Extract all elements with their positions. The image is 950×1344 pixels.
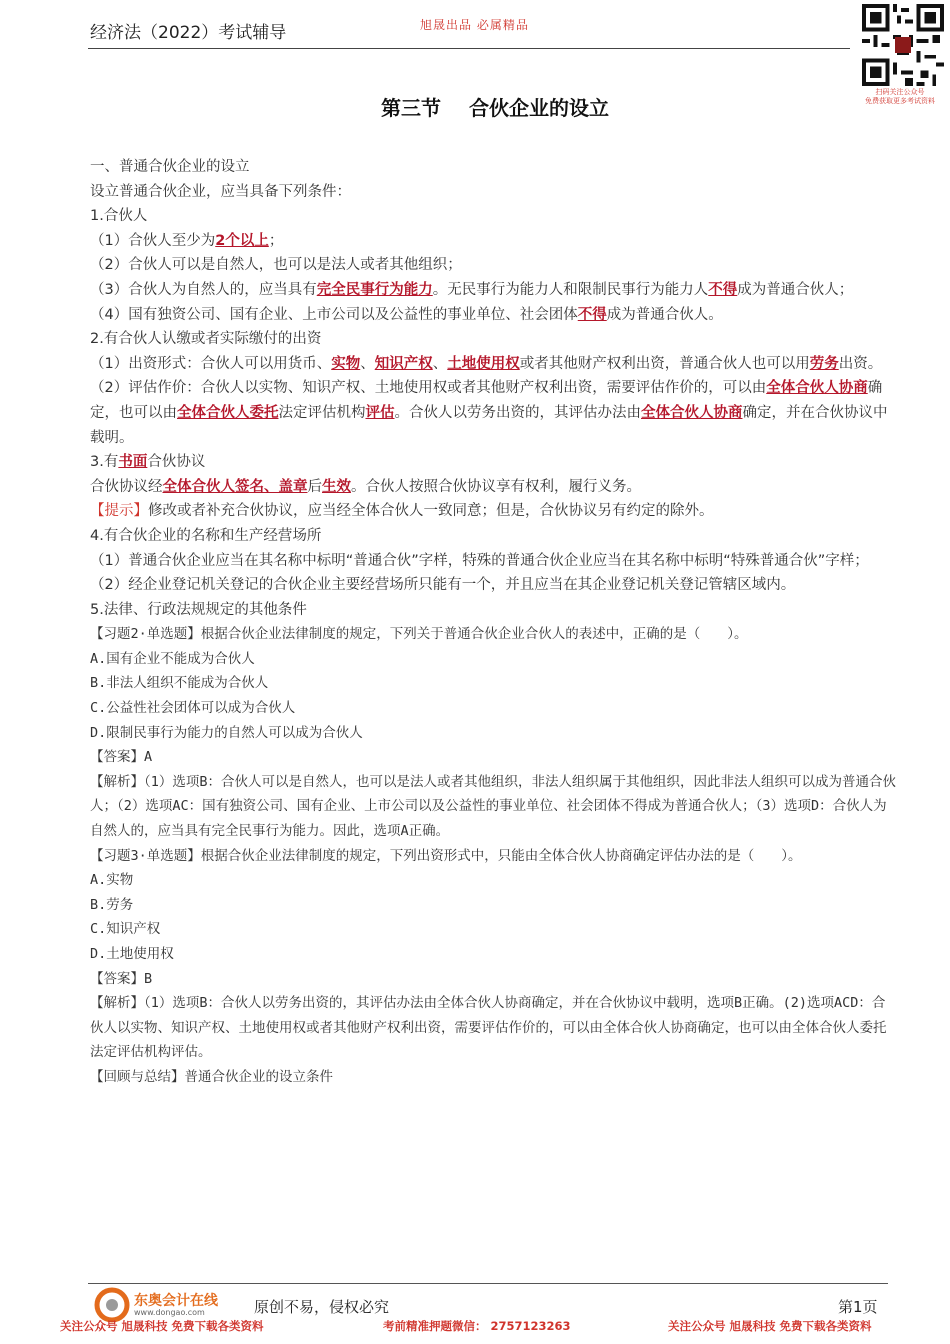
analysis: 【解析】（1）选项B：合伙人可以是自然人，也可以是法人或者其他组织，非法人组织属于其他组织，因此非法人组织可以成为普通合伙人；（2）选项AC：国有独资公司、国有企业、上市公司以及公益性的事业单位、社会团体不得成为普通合伙人；（3）选项D：合伙人为自然人的，应当具有完全民事行为能力。因此，选项A正确。 [90,773,897,840]
review-summary: 【回顾与总结】普通合伙企业的设立条件 [90,1068,333,1085]
highlight: 全体合伙人签名、盖章 [162,478,308,495]
highlight: 全体合伙人委托 [177,404,279,421]
subheading: 2.有合伙人认缴或者实际缴付的出资 [90,331,322,348]
question-stem: 【习题2·单选题】根据合伙企业法律制度的规定，下列关于普通合伙企业合伙人的表述中，正确的是（ ）。 [90,626,748,643]
banner-middle: 考前精准押题微信： 2757123263 [383,1319,571,1333]
section-number: 第三节 [381,96,441,120]
highlight: 不得 [577,306,607,323]
option-d: D.土地使用权 [90,946,174,962]
heading: 一、普通合伙企业的设立 [90,159,250,175]
highlight: 土地使用权 [447,355,520,372]
answer: 【答案】B [90,970,153,987]
paragraph: 合伙协议经全体合伙人签名、盖章后生效。合伙人按照合伙协议享有权利，履行义务。 [90,478,641,495]
subheading: 1.合伙人 [90,208,148,225]
logo-name: 东奥会计在线 [134,1293,218,1309]
paragraph: 设立普通合伙企业，应当具备下列条件： [90,183,351,200]
logo-url: www.dongao.com [134,1308,205,1317]
highlight: 实物 [331,355,361,372]
option-d: D.限制民事行为能力的自然人可以成为合伙人 [90,724,363,741]
highlight: 知识产权 [374,355,433,372]
section-name: 合伙企业的设立 [469,96,609,120]
option-a: A.实物 [90,872,134,889]
subheading: 3.有书面合伙协议 [90,454,206,471]
option-b: B.劳务 [90,896,134,913]
subheading: 5.法律、行政法规规定的其他条件 [90,601,307,618]
highlight: 完全民事行为能力 [316,281,433,298]
tip-label: 【提示】 [90,503,148,520]
tip-paragraph: 【提示】修改或者补充合伙协议，应当经全体合伙人一致同意；但是，合伙协议另有约定的除外。 [90,503,714,520]
qr-code-icon [862,4,944,86]
qr-caption: 扫码关注公众号 免费获取更多考试资料 [865,88,935,105]
question-stem: 【习题3·单选题】根据合伙企业法律制度的规定，下列出资形式中，只能由全体合伙人协商确定评估办法的是（ ）。 [90,847,802,864]
highlight: 评估 [365,404,395,421]
page-header [0,0,950,50]
exercise-2 [90,622,898,843]
section-title [0,92,950,121]
highlight: 劳务 [809,355,839,372]
paragraph: （2）合伙人可以是自然人，也可以是法人或者其他组织； [90,257,462,274]
highlight: 2个以上 [215,232,269,249]
paragraph: （1）普通合伙企业应当在其名称中标明“普通合伙”字样，特殊的普通合伙企业应当在其名称中标明“特殊普通合伙”字样； [90,552,869,569]
exercise-3 [90,844,898,1065]
highlight: 书面 [118,454,148,471]
brand-slogan: 旭晟出品 必属精品 [420,18,529,32]
highlight: 不得 [708,281,738,298]
highlight: 全体合伙人协商 [641,404,743,421]
paragraph: （3）合伙人为自然人的，应当具有完全民事行为能力。无民事行为能力人和限制民事行为能力人不得成为普通合伙人； [90,281,854,298]
footer-slogan: 原创不易，侵权必究 [254,1298,390,1316]
highlight: 全体合伙人协商 [766,380,868,397]
footer-divider [88,1283,888,1284]
banner-left: 关注公众号 旭晟科技 免费下载各类资料 [60,1319,264,1333]
document-body [90,155,898,1090]
page-number: 第1页 [838,1298,878,1316]
header-divider [88,48,850,49]
book-title: 经济法（2022）考试辅导 [90,23,287,43]
option-b: B.非法人组织不能成为合伙人 [90,675,269,692]
paragraph: （1）出资形式：合伙人可以用货币、实物、知识产权、土地使用权或者其他财产权利出资，普通合伙人也可以用劳务出资。 [90,355,883,372]
answer: 【答案】A [90,749,153,766]
option-c: C.知识产权 [90,921,161,938]
paragraph: （2）评估作价：合伙人以实物、知识产权、土地使用权或者其他财产权利出资，需要评估作价的，可以由全体合伙人协商确定，也可以由全体合伙人委托法定评估机构评估。合伙人以劳务出资的，其评估办法由全体合伙人协商确定，并在合伙协议中载明。 [90,380,888,446]
banner-right: 关注公众号 旭晟科技 免费下载各类资料 [668,1319,872,1333]
paragraph: （4）国有独资公司、国有企业、上市公司以及公益性的事业单位、社会团体不得成为普通合伙人。 [90,306,723,323]
paragraph: （1）合伙人至少为2个以上； [90,232,284,249]
option-a: A.国有企业不能成为合伙人 [90,650,255,667]
option-c: C.公益性社会团体可以成为合伙人 [90,700,296,717]
paragraph: （2）经企业登记机关登记的合伙企业主要经营场所只能有一个，并且应当在其企业登记机关登记管辖区域内。 [90,577,796,594]
subheading: 4.有合伙企业的名称和生产经营场所 [90,527,322,544]
highlight: 生效 [322,478,351,495]
analysis: 【解析】（1）选项B：合伙人以劳务出资的，其评估办法由全体合伙人协商确定，并在合伙协议中载明，选项B正确。(2)选项ACD：合伙人以实物、知识产权、土地使用权或者其他财产权利出资，需要评估作价的，可以由全体合伙人协商确定，也可以由全体合伙人委托法定评估机构评估。 [90,995,887,1061]
